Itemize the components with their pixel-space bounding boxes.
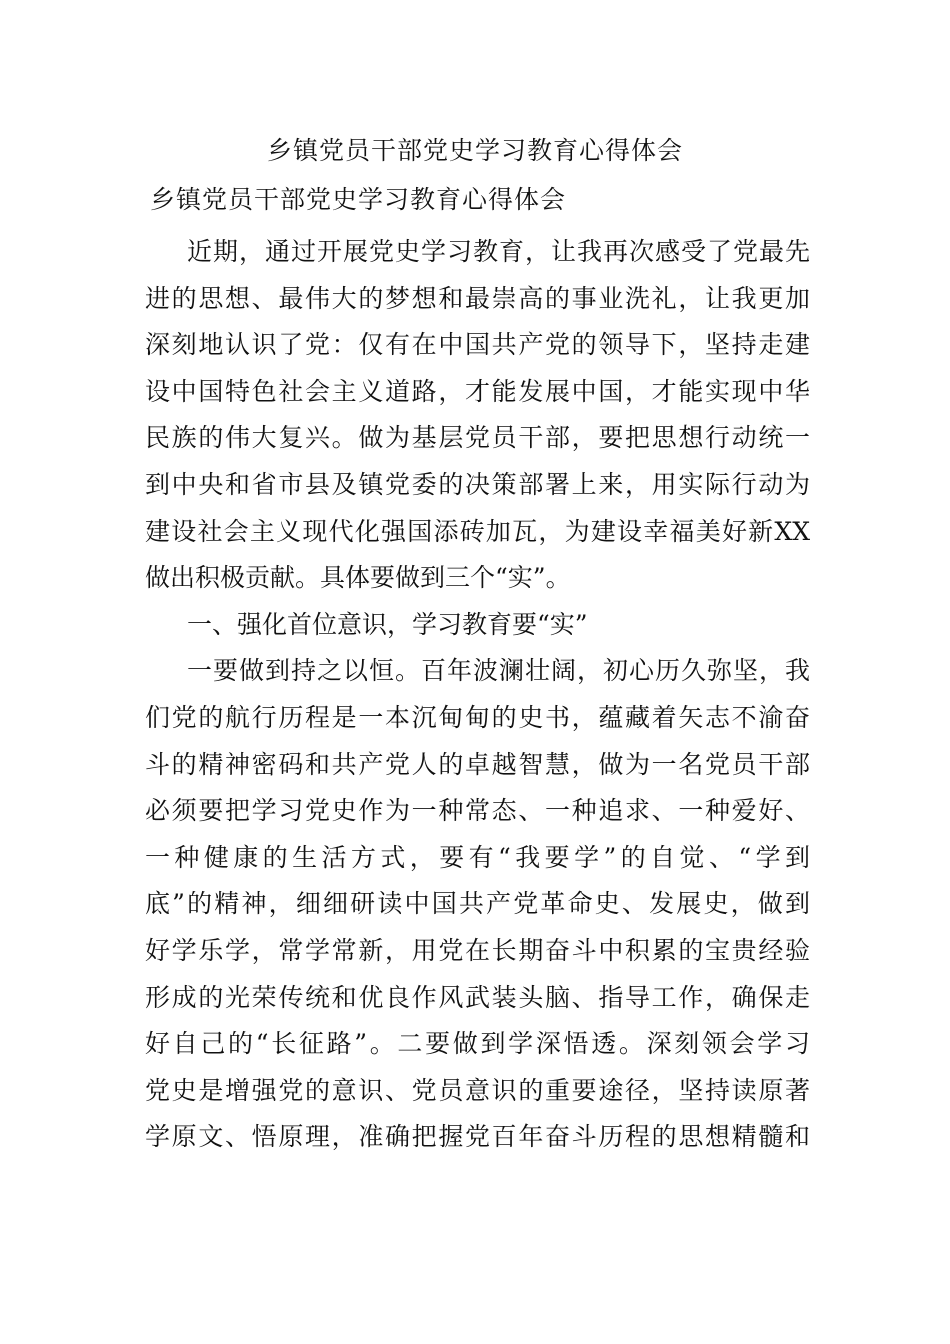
- body-text-line: 底”的精神，细细研读中国共产党革命史、发展史，做到: [145, 889, 810, 919]
- document-subtitle: 乡镇党员干部党史学习教育心得体会: [150, 185, 567, 214]
- body-text-line: 学原文、悟原理，准确把握党百年奋斗历程的思想精髓和: [145, 1122, 810, 1152]
- body-text-line: 做出积极贡献。具体要做到三个“实”。: [145, 563, 571, 593]
- body-text-line: 进的思想、最伟大的梦想和最崇高的事业洗礼，让我更加: [145, 283, 810, 313]
- body-text-line: 建设社会主义现代化强国添砖加瓦，为建设幸福美好新XX: [145, 516, 810, 546]
- document-body: [145, 229, 810, 1161]
- document-title: 乡镇党员干部党史学习教育心得体会: [266, 136, 683, 165]
- body-text-line: 到中央和省市县及镇党委的决策部署上来，用实际行动为: [145, 469, 810, 499]
- body-text-line: 设中国特色社会主义道路，才能发展中国，才能实现中华: [145, 376, 810, 406]
- body-text-line: 们党的航行历程是一本沉甸甸的史书，蕴藏着矢志不渝奋: [145, 702, 810, 732]
- body-text-line: 斗的精神密码和共产党人的卓越智慧，做为一名党员干部: [145, 749, 810, 779]
- body-text-line: 好学乐学，常学常新，用党在长期奋斗中积累的宝贵经验: [145, 935, 810, 965]
- body-text-line: 必须要把学习党史作为一种常态、一种追求、一种爱好、: [145, 796, 810, 826]
- body-text-line: 深刻地认识了党：仅有在中国共产党的领导下，坚持走建: [145, 330, 810, 360]
- body-text-line: 一、强化首位意识，学习教育要“实”: [187, 609, 588, 639]
- body-text-line: 一种健康的生活方式，要有“我要学”的自觉、“学到: [145, 842, 810, 872]
- body-text-line: 形成的光荣传统和优良作风武装头脑、指导工作，确保走: [145, 982, 810, 1012]
- body-text-line: 一要做到持之以恒。百年波澜壮阔，初心历久弥坚，我: [187, 656, 810, 686]
- body-text-line: 近期，通过开展党史学习教育，让我再次感受了党最先: [187, 237, 810, 266]
- body-text-line: 民族的伟大复兴。做为基层党员干部，要把思想行动统一: [145, 423, 810, 453]
- body-text-line: 好自己的“长征路”。二要做到学深悟透。深刻领会学习: [145, 1029, 810, 1059]
- body-text-line: 党史是增强党的意识、党员意识的重要途径，坚持读原著: [145, 1075, 810, 1105]
